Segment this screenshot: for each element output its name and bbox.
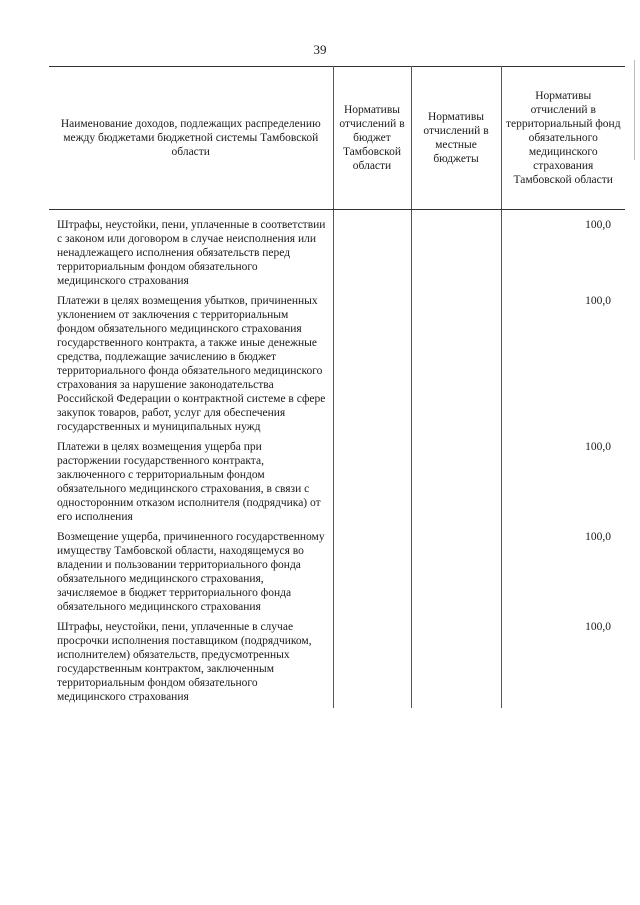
local-rate-cell <box>411 528 501 618</box>
regional-rate-cell <box>333 210 411 293</box>
table-row <box>49 618 625 708</box>
revenue-name-cell: Платежи в целях возмещения убытков, причиненных уклонением от заключения с территориальным фондом обязательного медицинского страхования государственного контракта, а также иные денежные средства, подлежащие зачислению в бюджет территориального фонда обязательного медицинского страхования за нарушение законодательства Российской Федерации о контрактной системе в сфере закупок товаров, работ, услуг для обеспечения государственных и муниципальных нужд <box>49 292 333 438</box>
table-row <box>49 438 625 528</box>
table-row <box>49 210 625 293</box>
header-medical-insurance-fund: Нормативы отчислений в территориальный фонд обязательного медицинского страхования Тамбовской области <box>501 67 625 210</box>
page-number: 39 <box>313 42 327 57</box>
revenue-name-cell: Платежи в целях возмещения ущерба при расторжении государственного контракта, заключенного с территориальным фондом обязательного медицинского страхования, в связи с односторонним отказом исполнителя (подрядчика) от его исполнения <box>49 438 333 528</box>
table-row <box>49 292 625 438</box>
regional-rate-cell <box>333 292 411 438</box>
local-rate-cell <box>411 618 501 708</box>
header-regional-budget: Нормативы отчислений в бюджет Тамбовской области <box>333 67 411 210</box>
revenue-distribution-table <box>49 66 625 708</box>
table-row <box>49 528 625 618</box>
header-revenue-name: Наименование доходов, подлежащих распределению между бюджетами бюджетной системы Тамбовской области <box>49 67 333 210</box>
fund-rate-cell: 100,0 <box>585 531 611 543</box>
revenue-name-cell: Штрафы, неустойки, пени, уплаченные в случае просрочки исполнения поставщиком (подрядчиком, исполнителем) обязательств, предусмотренных государственным контрактом, заключенным территориальным фондом обязательного медицинского страхования <box>49 618 333 708</box>
fund-rate-cell: 100,0 <box>585 441 611 453</box>
fund-rate-cell: 100,0 <box>585 219 611 231</box>
scan-edge-mark <box>634 60 635 160</box>
local-rate-cell <box>411 210 501 293</box>
revenue-name-cell: Штрафы, неустойки, пени, уплаченные в соответствии с законом или договором в случае неисполнения или ненадлежащего исполнения обязательств перед территориальным фондом обязательного медицинского страхования <box>49 210 333 293</box>
fund-rate-cell: 100,0 <box>585 621 611 633</box>
local-rate-cell <box>411 438 501 528</box>
table-header-row <box>49 67 625 210</box>
local-rate-cell <box>411 292 501 438</box>
regional-rate-cell <box>333 528 411 618</box>
header-local-budgets: Нормативы отчислений в местные бюджеты <box>411 67 501 210</box>
revenue-name-cell: Возмещение ущерба, причиненного государственному имуществу Тамбовской области, находящемуся во владении и пользовании территориального фонда обязательного медицинского страхования, зачисляемое в бюджет территориального фонда обязательного медицинского страхования <box>49 528 333 618</box>
regional-rate-cell <box>333 438 411 528</box>
fund-rate-cell: 100,0 <box>585 295 611 307</box>
regional-rate-cell <box>333 618 411 708</box>
